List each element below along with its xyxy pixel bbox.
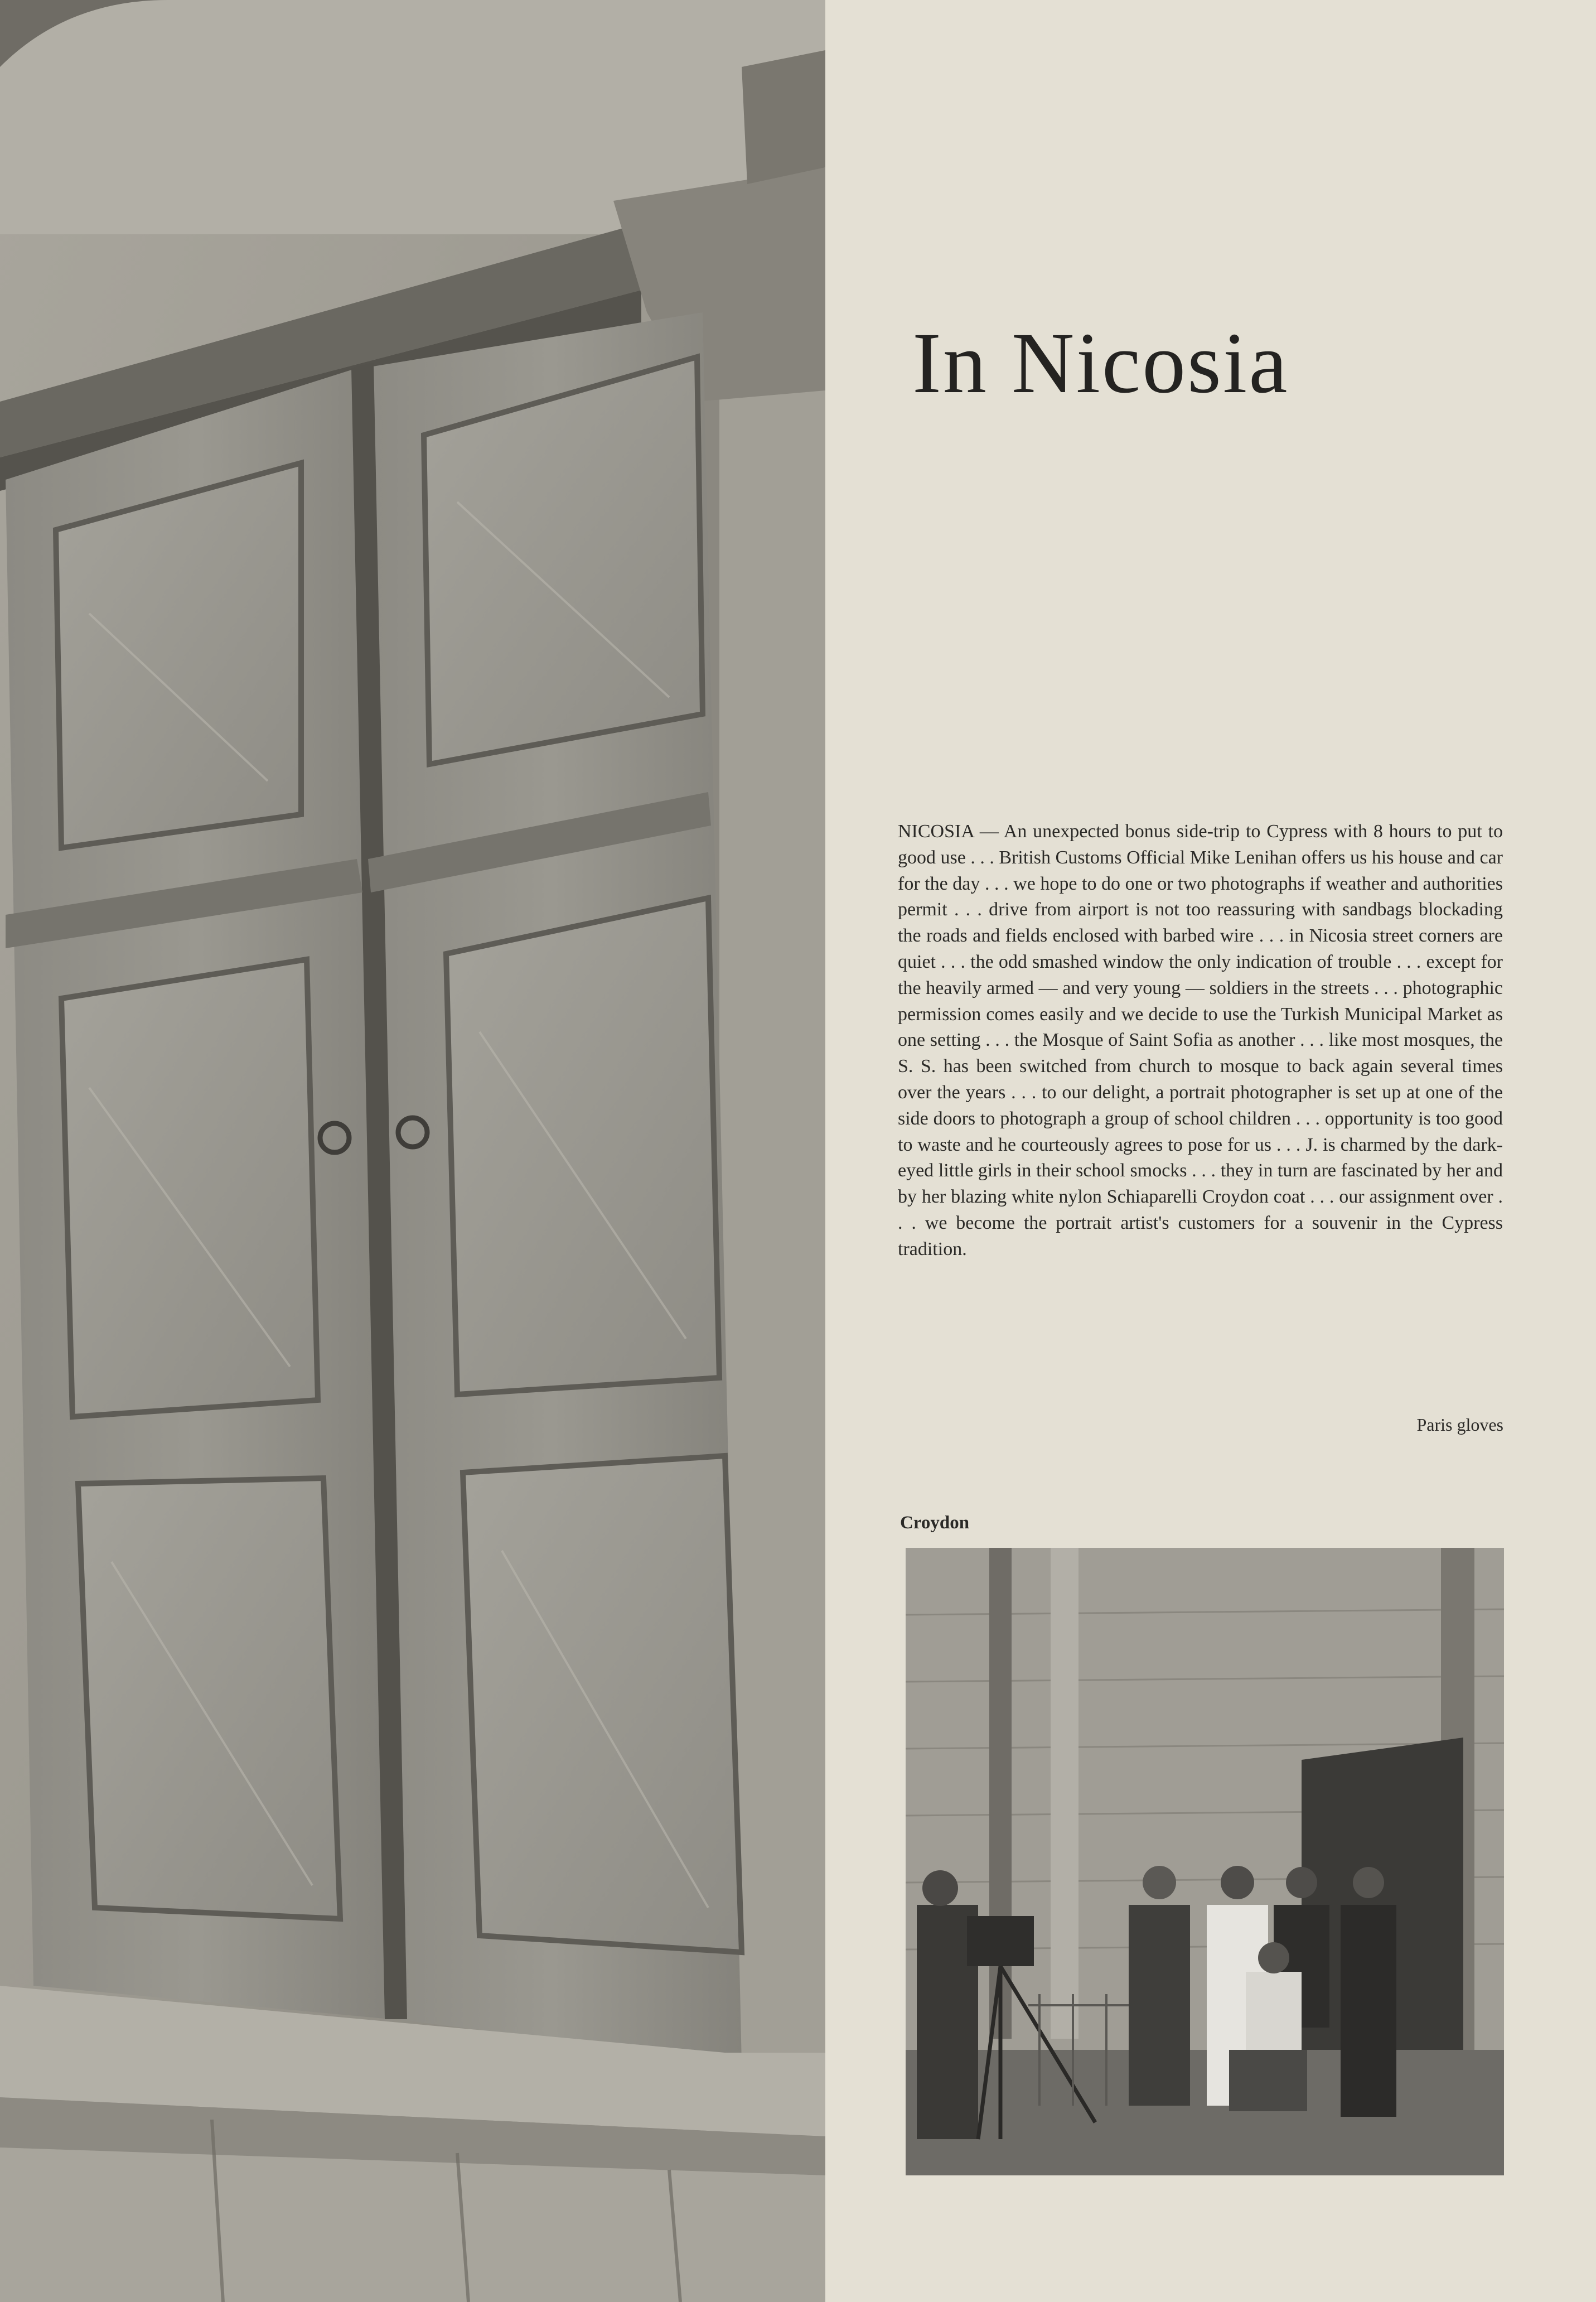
credit-paris-gloves: Paris gloves — [1416, 1415, 1503, 1435]
article-body-text: NICOSIA — An unexpected bonus side-trip to Cypress with 8 hours to put to good use . . . British Customs Official Mike Lenihan offers us his house and car for the day . . . we hope to do one or two photographs if weather and authorities permit . . . drive from airport is not too reassuring with sandbags blockading the roads and fields enclosed with barbed wire . . . in Nicosia street corners are quiet . . . the odd smashed window the only indication of trouble . . . except for the heavily armed — and very young — soldiers in the streets . . . photographic permission comes easily and we decide to use the Turkish Municipal Market as one setting . . . the Mosque of Saint Sofia as another . . . like most mosques, the S. S. has been switched from church to mosque to back again several times over the years . . . to our delight, a portrait photographer is set up at one of the side doors to photograph a group of school children . . . opportunity is too good to waste and he courteously agrees to pose for us . . . J. is charmed by the dark-eyed little girls in their school smocks . . . they in turn are fascinated by her and by her blazing white nylon Schiaparelli Croydon coat . . . our assignment over . . . we become the portrait artist's customers for a souvenir in the Cypress tradition. — [898, 821, 1503, 1259]
article-title: In Nicosia — [912, 315, 1289, 411]
street-photographer-group-photo — [906, 1548, 1504, 2175]
credit-croydon: Croydon — [900, 1513, 970, 1533]
